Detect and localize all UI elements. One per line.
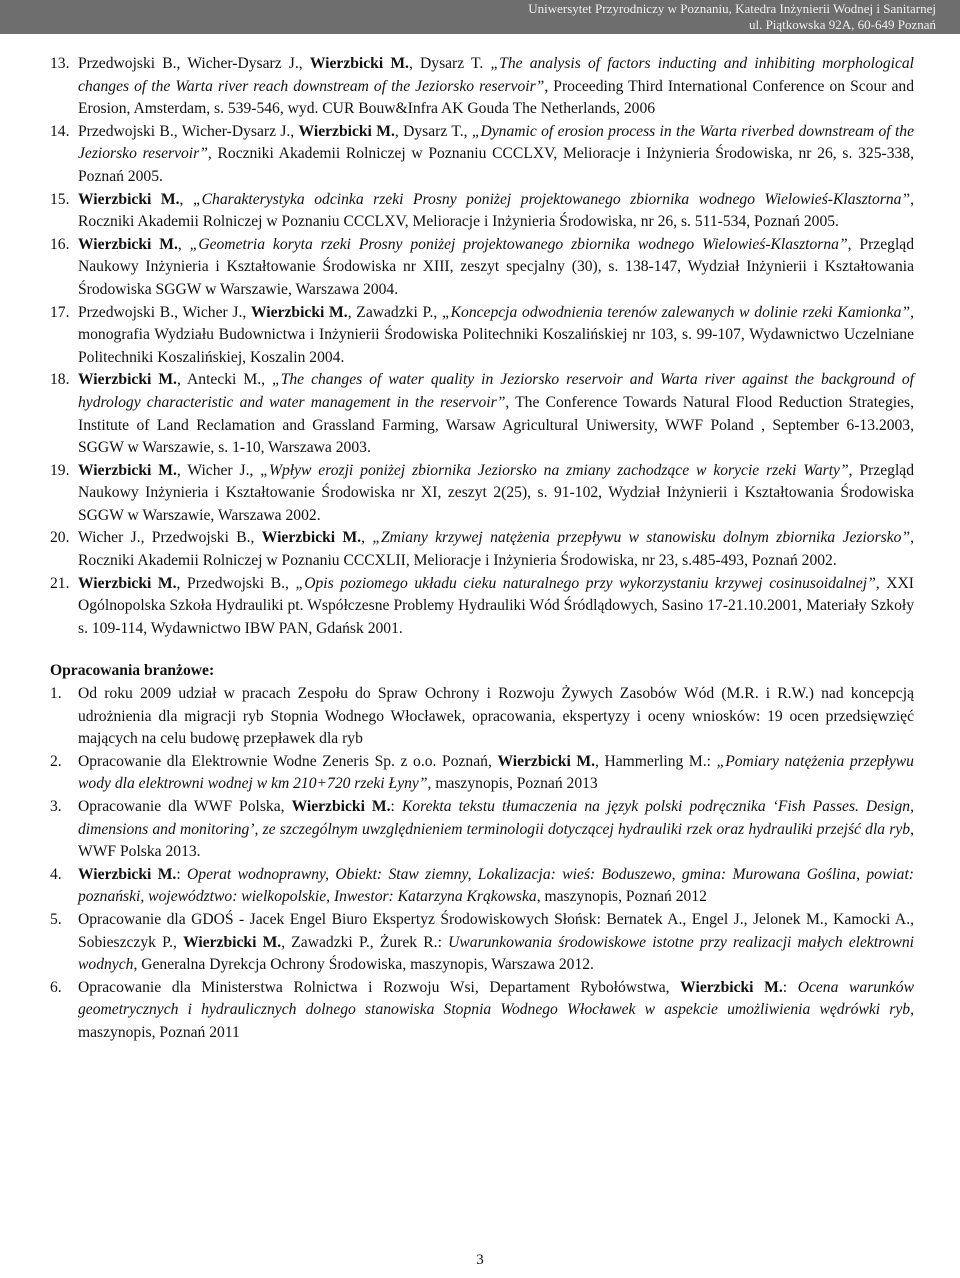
report-text: , maszynopis, Poznań 2012: [536, 888, 707, 906]
publication-entry: [50, 460, 914, 528]
report-text: Opracowanie dla WWF Polska,: [78, 798, 292, 815]
report-text: :: [176, 865, 188, 883]
report-text: Opracowanie dla GDOŚ - Jacek Engel Biuro Ekspertyz Środowiskowych Słońsk: Bernatek A., Engel J., Jelonek M., Kamocki A., Sobieszczyk P.,: [78, 910, 914, 951]
report-title: Operat wodnoprawny, Obiekt: Staw ziemny, Lokalizacja: wieś: Boduszewo, gmina: Murowana Goślina, powiat: poznański, województwo: wielkopolskie, Inwestor: Katarzyna Krąkowska: [78, 865, 914, 906]
report-entry: [50, 796, 914, 864]
publication-text: ,: [361, 529, 373, 547]
publication-number: 19.: [50, 461, 70, 479]
author-name-bold: Wierzbicki M.: [261, 529, 362, 547]
publication-text: , Wicher J.,: [176, 461, 261, 479]
publication-text: , Proceeding Third International Conference on Scour and Erosion, Amsterdam, s. 539-546, wyd. CUR Bouw&Infra AK Gouda The Netherlands, 2006: [78, 77, 914, 118]
report-text: Opracowanie dla Ministerstwa Rolnictwa i Rozwoju Wsi, Departament Rybołówstwa,: [78, 978, 681, 996]
report-number: 3.: [50, 798, 62, 815]
author-name-bold: Wierzbicki M.: [78, 371, 177, 389]
publication-title: „Dynamic of erosion process in the Warta riverbed downstream of the Jeziorsko reservoir”: [78, 122, 914, 163]
author-name-bold: Wierzbicki M.: [251, 303, 348, 321]
report-entry: [50, 751, 914, 796]
report-text: Opracowanie dla Elektrownie Wodne Zeneris Sp. z o.o. Poznań,: [78, 752, 498, 770]
report-text: , Zawadzki P., Żurek R.:: [281, 933, 449, 951]
publication-number: 16.: [50, 235, 70, 253]
section-heading: Opracowania branżowe:: [50, 662, 215, 680]
report-list: [50, 683, 914, 1045]
header-address: ul. Piątkowska 92A, 60-649 Poznań: [748, 17, 936, 32]
publication-number: 17.: [50, 303, 70, 321]
publication-text: , Przedwojski B.,: [176, 574, 296, 592]
report-text: :: [390, 798, 402, 815]
publication-text: Wicher J., Przedwojski B.,: [78, 529, 262, 547]
publication-entry: [50, 53, 914, 121]
publication-text: , Zawadzki P.,: [347, 303, 442, 321]
publication-text: ,: [177, 235, 190, 253]
author-name-bold: Wierzbicki M.: [309, 55, 409, 72]
author-name-bold: Wierzbicki M.: [298, 122, 395, 140]
author-name-bold: Wierzbicki M.: [183, 933, 282, 951]
publication-entry: [50, 121, 914, 189]
report-number: 2.: [50, 752, 62, 770]
report-number: 5.: [50, 910, 62, 928]
publication-text: , Dysarz T.: [408, 55, 491, 72]
publication-entry: [50, 369, 914, 459]
publication-title: „Zmiany krzywej natężenia przepływu w stanowisku dolnym zbiornika Jeziorsko”: [372, 529, 911, 547]
report-entry: [50, 683, 914, 751]
publication-text: , XXI Ogólnopolska Szkoła Hydrauliki pt. Współczesne Problemy Hydrauliki Wód Śródlądowych, Sasino 17-21.10.2001, Materiały Szkoły s. 109-114, Wydawnictwo IBW PAN, Gdańsk 2001.: [78, 574, 914, 637]
report-title: Ocena warunków geometrycznych i hydraulicznych dolnego stanowiska Stopnia Wodnego Włocławek w aspekcie umożliwienia wędrówki ryb: [78, 978, 914, 1019]
report-title: Korekta tekstu tłumaczenia na język polski podręcznika ‘Fish Passes. Design, dimensions and monitoring’, ze szczególnym uwzględnieniem terminologii dotyczącej hydrauliki rzek oraz hydrauliki przejść dla ryb: [78, 798, 915, 838]
page-number: 3: [476, 1252, 484, 1268]
author-name-bold: Wierzbicki M.: [78, 461, 177, 479]
publication-text: , Antecki M.,: [176, 371, 273, 389]
author-name-bold: Wierzbicki M.: [291, 798, 391, 815]
report-entry: [50, 909, 914, 977]
report-title: „Pomiary natężenia przepływu wody dla elektrowni wodnej w km 210+720 rzeki Łyny”: [78, 752, 914, 793]
report-text: , Generalna Dyrekcja Ochrony Środowiska, maszynopis, Warszawa 2012.: [133, 956, 594, 974]
author-name-bold: Wierzbicki M.: [497, 752, 595, 770]
publication-title: „The analysis of factors inducting and inhibiting morphological changes of the Warta river reach downstream of the Jeziorsko reservoir”: [78, 55, 914, 95]
publication-title: „Wpływ erozji poniżej zbiornika Jeziorsko na zmiany zachodzące w korycie rzeki Warty”: [260, 461, 849, 479]
publication-number: 21.: [50, 574, 70, 592]
report-text: , Hammerling M.:: [594, 752, 717, 770]
publication-text: ,: [179, 190, 193, 208]
report-number: 6.: [50, 978, 62, 996]
publication-text: Przedwojski B., Wicher-Dysarz J.,: [78, 122, 299, 140]
author-name-bold: Wierzbicki M.: [78, 190, 180, 208]
publication-title: „Koncepcja odwodnienia terenów zalewanych w dolinie rzeki Kamionka”: [441, 303, 911, 321]
report-number: 4.: [50, 865, 62, 883]
publication-text: , Dysarz T.,: [394, 122, 472, 140]
report-text: Od roku 2009 udział w pracach Zespołu do Spraw Ochrony i Rozwoju Żywych Zasobów Wód (M.R. i R.W.) nad koncepcją udrożnienia dla migracji ryb Stopnia Wodnego Włocławek, opracowania, ekspertyzy i oceny wniosków: 19 ocen przedsięwzięć mających na celu budowę przepławek dla ryb: [78, 685, 914, 748]
publication-number: 15.: [50, 190, 70, 208]
header-institution: Uniwersytet Przyrodniczy w Poznaniu, Katedra Inżynierii Wodnej i Sanitarnej: [528, 1, 936, 16]
publication-title: „The changes of water quality in Jeziorsko reservoir and Warta river against the background of hydrology characteristic and water management in the reservoir”: [78, 371, 915, 411]
publication-title: „Opis poziomego układu cieku naturalnego przy wykorzystaniu krzywej cosinusoidalnej”: [295, 574, 876, 592]
publication-text: , Roczniki Akademii Rolniczej w Poznaniu CCCLXV, Melioracje i Inżynieria Środowiska, nr 26, s. 511-534, Poznań 2005.: [78, 190, 915, 231]
publication-entry: [50, 189, 914, 234]
publication-text: Przedwojski B., Wicher J.,: [78, 303, 251, 321]
page-header: [0, 0, 960, 34]
report-entry: [50, 864, 914, 909]
publication-title: „Charakterystyka odcinka rzeki Prosny poniżej projektowanego zbiornika wodnego Wielowieś-Klasztorna”: [192, 190, 911, 208]
report-text: , maszynopis, Poznań 2011: [78, 1001, 914, 1041]
publication-text: , Roczniki Akademii Rolniczej w Poznaniu CCCLXV, Melioracje i Inżynieria Środowiska, nr 26, s. 325-338, Poznań 2005.: [78, 145, 914, 185]
report-text: :: [782, 978, 798, 996]
author-name-bold: Wierzbicki M.: [78, 235, 178, 253]
report-text: , maszynopis, Poznań 2013: [427, 775, 598, 793]
publication-entry: [50, 234, 914, 302]
report-number: 1.: [50, 685, 62, 703]
publication-text: , Przegląd Naukowy Inżynieria i Kształtowanie Środowiska nr XI, zeszyt 2(25), s. 91-102, Wydział Inżynierii i Kształtowania Środowiska SGGW w Warszawie, Warszawa 2002.: [78, 461, 915, 524]
report-title: Uwarunkowania środowiskowe istotne przy realizacji małych elektrowni wodnych: [78, 933, 914, 974]
publication-number: 20.: [50, 529, 70, 547]
publication-number: 13.: [50, 55, 70, 72]
publication-title: „Geometria koryta rzeki Prosny poniżej projektowanego zbiornika wodnego Wielowieś-Klasztorna”: [189, 235, 848, 253]
publication-text: , Przegląd Naukowy Inżynieria i Kształtowanie Środowiska nr XIII, zeszyt specjalny (30), s. 138-147, Wydział Inżynierii i Kształtowania Środowiska SGGW w Warszawie, Warszawa 2004.: [78, 235, 914, 298]
author-name-bold: Wierzbicki M.: [78, 574, 177, 592]
author-name-bold: Wierzbicki M.: [78, 865, 177, 883]
publication-list: [50, 53, 914, 640]
publication-text: , Roczniki Akademii Rolniczej w Poznaniu CCCXLII, Melioracje i Inżynieria Środowiska, nr 23, s.485-493, Poznań 2002.: [78, 529, 914, 570]
document-body: [50, 53, 914, 1045]
publication-number: 18.: [50, 371, 70, 389]
publication-text: , The Conference Towards Natural Flood Reduction Strategies, Institute of Land Reclamation and Grassland Farming, Warsaw Agricultural Uniwersity, WWF Poland , September 6-13.2003, SGGW w Warszawie, s. 1-10, Warszawa 2003.: [78, 393, 914, 457]
report-text: , WWF Polska 2013.: [78, 820, 914, 861]
publication-entry: [50, 302, 914, 370]
publication-text: , monografia Wydziału Budownictwa i Inżynierii Środowiska Politechniki Koszalińskiej nr 103, s. 99-107, Wydawnictwo Uczelniane Politechniki Koszalińskiej, Koszalin 2004.: [78, 303, 915, 366]
report-entry: [50, 977, 914, 1045]
publication-text: Przedwojski B., Wicher-Dysarz J.,: [78, 55, 310, 72]
publication-number: 14.: [50, 122, 70, 140]
publication-entry: [50, 573, 914, 641]
author-name-bold: Wierzbicki M.: [680, 978, 783, 996]
publication-entry: [50, 527, 914, 572]
